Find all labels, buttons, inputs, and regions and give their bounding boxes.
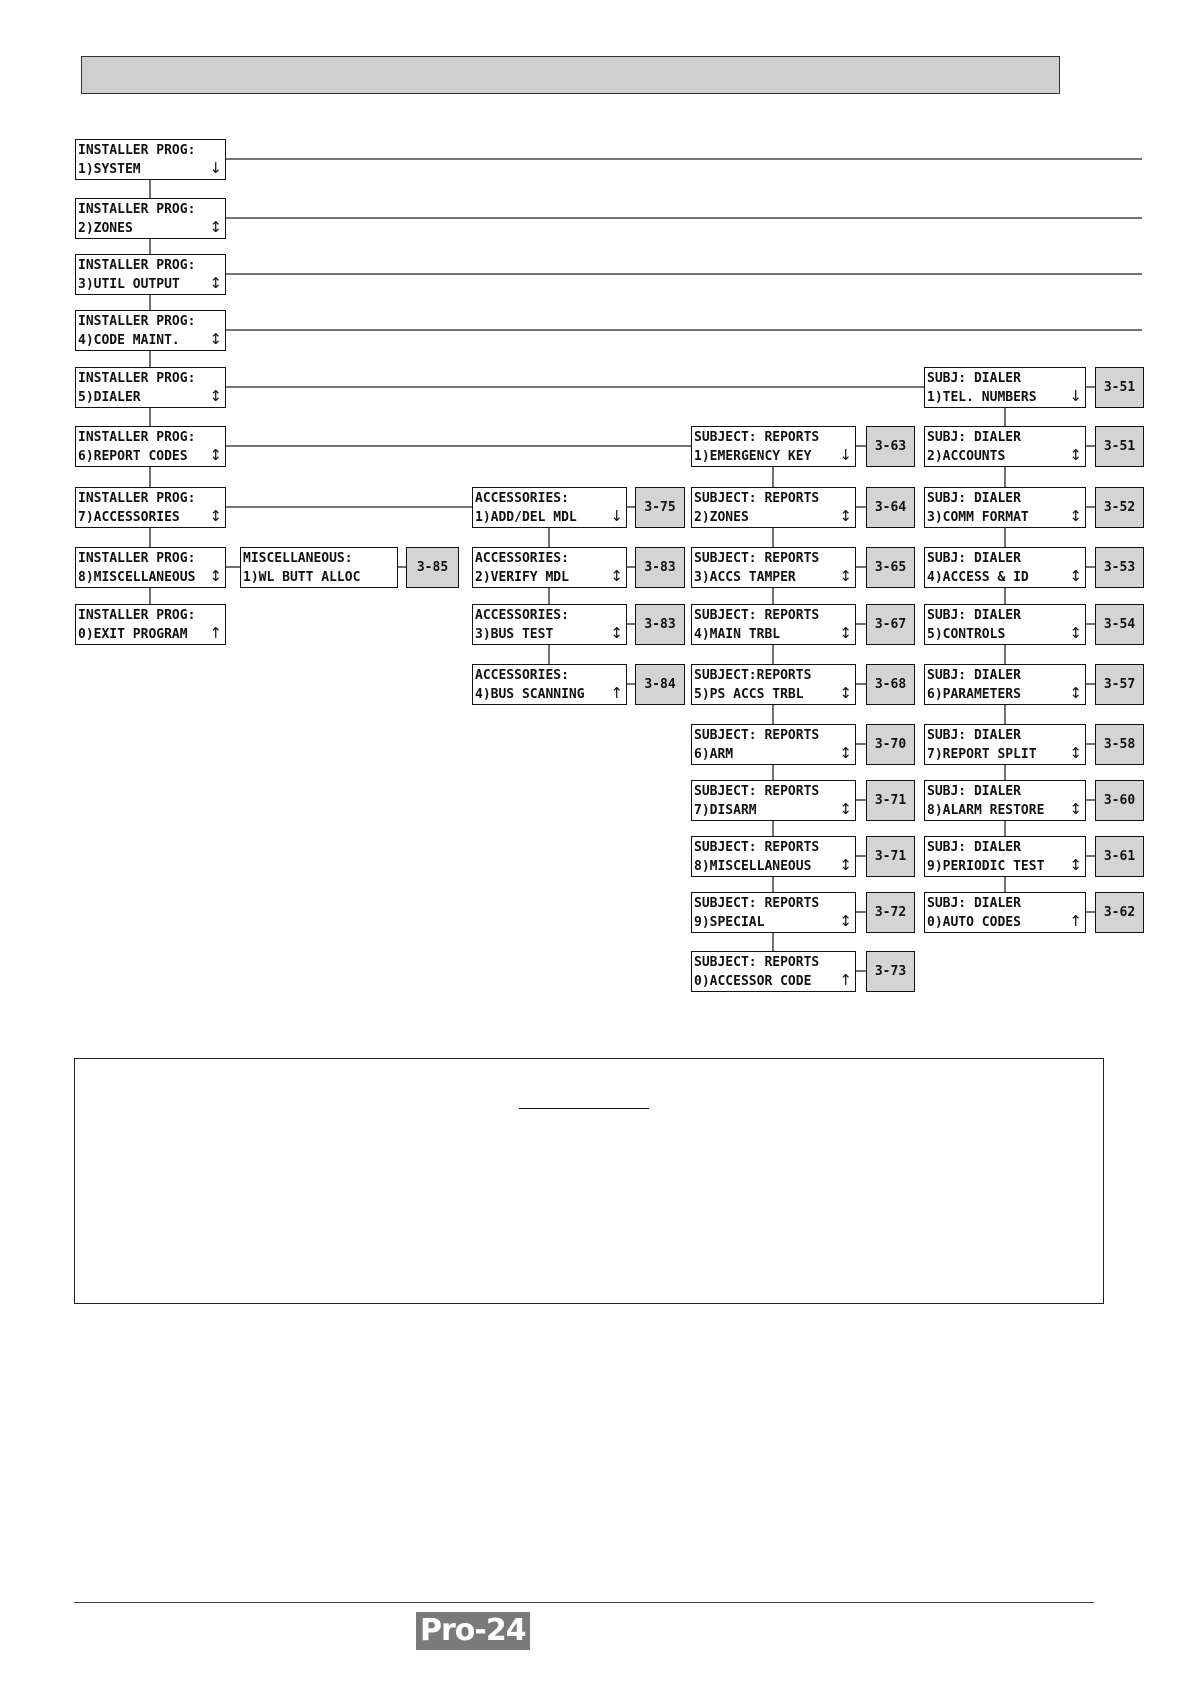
page-ref: 3-83 [635,604,685,645]
dialer-menu-item [924,487,1086,528]
scroll-arrow-icon: ↕ [839,856,852,874]
page-ref: 3-72 [866,892,915,933]
page-ref: 3-51 [1095,426,1144,467]
menu-line-1: SUBJ: DIALER [927,784,1021,799]
page-ref: 3-70 [866,724,915,765]
menu-line-2: 4)CODE MAINT. [78,333,180,348]
menu-line-1: SUBJECT: REPORTS [694,491,820,506]
scroll-arrow-icon: ↕ [209,567,222,585]
menu-line-2: 2)VERIFY MDL [475,570,569,585]
dialer-menu-item [924,426,1086,467]
dialer-menu-item [924,836,1086,877]
menu-line-2: 8)MISCELLANEOUS [78,570,196,585]
page-ref: 3-71 [866,780,915,821]
page-ref: 3-84 [635,664,685,705]
reports-menu-item [691,604,856,645]
menu-line-2: 2)ZONES [78,221,133,236]
page-ref: 3-71 [866,836,915,877]
menu-line-1: SUBJECT: REPORTS [694,955,820,970]
dialer-menu-item [924,892,1086,933]
menu-line-1: ACCESSORIES: [475,668,569,683]
page-ref: 3-62 [1095,892,1144,933]
menu-line-1: SUBJ: DIALER [927,430,1021,445]
menu-line-2: 8)ALARM RESTORE [927,803,1045,818]
scroll-arrow-icon: ↑ [610,684,623,702]
scroll-arrow-icon: ↕ [1069,624,1082,642]
menu-line-1: SUBJ: DIALER [927,896,1021,911]
scroll-arrow-icon: ↑ [209,624,222,642]
footer-rule [74,1602,1094,1603]
menu-line-1: SUBJECT: REPORTS [694,430,820,445]
menu-line-2: 8)MISCELLANEOUS [694,859,812,874]
scroll-arrow-icon: ↓ [209,159,222,177]
reports-menu-item [691,951,856,992]
scroll-arrow-icon: ↕ [209,330,222,348]
menu-line-1: SUBJ: DIALER [927,840,1021,855]
menu-line-2: 1)ADD/DEL MDL [475,510,577,525]
scroll-arrow-icon: ↕ [1069,684,1082,702]
reports-menu-item [691,780,856,821]
reports-menu-item [691,892,856,933]
menu-line-1: SUBJ: DIALER [927,491,1021,506]
menu-line-2: 5)DIALER [78,390,141,405]
menu-line-1: INSTALLER PROG: [78,202,196,217]
misc-menu-item [240,547,398,588]
menu-line-2: 6)ARM [694,747,734,762]
menu-line-1: MISCELLANEOUS: [243,551,353,566]
menu-line-2: 2)ZONES [694,510,749,525]
menu-line-1: SUBJECT:REPORTS [694,668,812,683]
reports-menu-item [691,724,856,765]
page-ref: 3-57 [1095,664,1144,705]
menu-line-1: INSTALLER PROG: [78,258,196,273]
scroll-arrow-icon: ↕ [839,912,852,930]
scroll-arrow-icon: ↕ [1069,507,1082,525]
scroll-arrow-icon: ↕ [209,274,222,292]
scroll-arrow-icon: ↕ [209,446,222,464]
menu-line-1: ACCESSORIES: [475,491,569,506]
menu-line-2: 3)ACCS TAMPER [694,570,796,585]
menu-line-1: INSTALLER PROG: [78,608,196,623]
menu-line-1: SUBJECT: REPORTS [694,551,820,566]
menu-line-1: ACCESSORIES: [475,608,569,623]
scroll-arrow-icon: ↕ [1069,856,1082,874]
menu-line-2: 3)COMM FORMAT [927,510,1029,525]
reports-menu-item [691,426,856,467]
page-ref: 3-51 [1095,367,1144,408]
page-ref: 3-67 [866,604,915,645]
menu-line-1: INSTALLER PROG: [78,314,196,329]
scroll-arrow-icon: ↕ [209,387,222,405]
menu-line-2: 6)PARAMETERS [927,687,1021,702]
menu-line-1: INSTALLER PROG: [78,371,196,386]
scroll-arrow-icon: ↑ [839,971,852,989]
menu-line-2: 7)ACCESSORIES [78,510,180,525]
menu-line-1: SUBJ: DIALER [927,728,1021,743]
menu-line-2: 4)MAIN TRBL [694,627,781,642]
dialer-menu-item [924,367,1086,408]
note-heading-rule [519,1108,649,1109]
dialer-menu-item [924,547,1086,588]
menu-line-1: INSTALLER PROG: [78,430,196,445]
accessories-menu-item [472,547,627,588]
menu-line-1: SUBJECT: REPORTS [694,608,820,623]
page-ref: 3-65 [866,547,915,588]
dialer-menu-item [924,664,1086,705]
page-ref: 3-52 [1095,487,1144,528]
menu-line-2: 5)CONTROLS [927,627,1006,642]
menu-line-2: 7)REPORT SPLIT [927,747,1037,762]
scroll-arrow-icon: ↕ [1069,744,1082,762]
accessories-menu-item [472,487,627,528]
scroll-arrow-icon: ↕ [839,507,852,525]
menu-line-1: SUBJECT: REPORTS [694,784,820,799]
note-box [74,1058,1104,1304]
page-ref: 3-58 [1095,724,1144,765]
reports-menu-item [691,487,856,528]
menu-line-1: SUBJ: DIALER [927,608,1021,623]
menu-line-2: 1)EMERGENCY KEY [694,449,812,464]
menu-line-2: 4)BUS SCANNING [475,687,585,702]
installer-menu-item [75,426,226,467]
page-ref: 3-68 [866,664,915,705]
menu-line-1: SUBJ: DIALER [927,551,1021,566]
scroll-arrow-icon: ↕ [610,567,623,585]
scroll-arrow-icon: ↕ [209,507,222,525]
scroll-arrow-icon: ↕ [839,744,852,762]
scroll-arrow-icon: ↕ [1069,567,1082,585]
menu-line-1: INSTALLER PROG: [78,143,196,158]
menu-line-2: 9)PERIODIC TEST [927,859,1045,874]
footer-logo: Pro-24 [416,1612,530,1650]
page-ref: 3-64 [866,487,915,528]
installer-menu-item [75,367,226,408]
installer-menu-item [75,604,226,645]
menu-line-2: 2)ACCOUNTS [927,449,1006,464]
installer-menu-item [75,547,226,588]
page-ref: 3-83 [635,547,685,588]
menu-line-1: INSTALLER PROG: [78,491,196,506]
scroll-arrow-icon: ↕ [839,624,852,642]
dialer-menu-item [924,724,1086,765]
page-ref: 3-61 [1095,836,1144,877]
menu-line-1: ACCESSORIES: [475,551,569,566]
installer-menu-item [75,254,226,295]
menu-line-2: 1)TEL. NUMBERS [927,390,1037,405]
installer-menu-item [75,139,226,180]
scroll-arrow-icon: ↕ [1069,446,1082,464]
accessories-menu-item [472,604,627,645]
page-ref: 3-75 [635,487,685,528]
page-ref: 3-60 [1095,780,1144,821]
scroll-arrow-icon: ↕ [839,567,852,585]
menu-line-2: 0)ACCESSOR CODE [694,974,812,989]
menu-line-2: 9)SPECIAL [694,915,765,930]
menu-line-1: SUBJ: DIALER [927,371,1021,386]
installer-menu-item [75,310,226,351]
reports-menu-item [691,664,856,705]
menu-line-2: 6)REPORT CODES [78,449,188,464]
menu-line-2: 1)WL BUTT ALLOC [243,570,361,585]
dialer-menu-item [924,604,1086,645]
menu-line-1: SUBJECT: REPORTS [694,840,820,855]
menu-line-2: 3)UTIL OUTPUT [78,277,180,292]
menu-line-1: INSTALLER PROG: [78,551,196,566]
reports-menu-item [691,836,856,877]
scroll-arrow-icon: ↓ [610,507,623,525]
installer-menu-item [75,198,226,239]
reports-menu-item [691,547,856,588]
menu-line-2: 1)SYSTEM [78,162,141,177]
menu-line-1: SUBJ: DIALER [927,668,1021,683]
menu-line-1: SUBJECT: REPORTS [694,728,820,743]
scroll-arrow-icon: ↕ [1069,800,1082,818]
menu-line-2: 0)AUTO CODES [927,915,1021,930]
menu-line-2: 4)ACCESS & ID [927,570,1029,585]
page-ref: 3-54 [1095,604,1144,645]
scroll-arrow-icon: ↑ [1069,912,1082,930]
page-ref: 3-73 [866,951,915,992]
installer-menu-item [75,487,226,528]
menu-line-2: 3)BUS TEST [475,627,554,642]
accessories-menu-item [472,664,627,705]
scroll-arrow-icon: ↕ [839,800,852,818]
scroll-arrow-icon: ↕ [209,218,222,236]
page-ref: 3-63 [866,426,915,467]
menu-line-1: SUBJECT: REPORTS [694,896,820,911]
menu-line-2: 5)PS ACCS TRBL [694,687,804,702]
menu-line-2: 7)DISARM [694,803,757,818]
menu-line-2: 0)EXIT PROGRAM [78,627,188,642]
scroll-arrow-icon: ↕ [610,624,623,642]
scroll-arrow-icon: ↓ [839,446,852,464]
page-ref: 3-85 [406,547,459,588]
dialer-menu-item [924,780,1086,821]
scroll-arrow-icon: ↕ [839,684,852,702]
scroll-arrow-icon: ↓ [1069,387,1082,405]
page-ref: 3-53 [1095,547,1144,588]
